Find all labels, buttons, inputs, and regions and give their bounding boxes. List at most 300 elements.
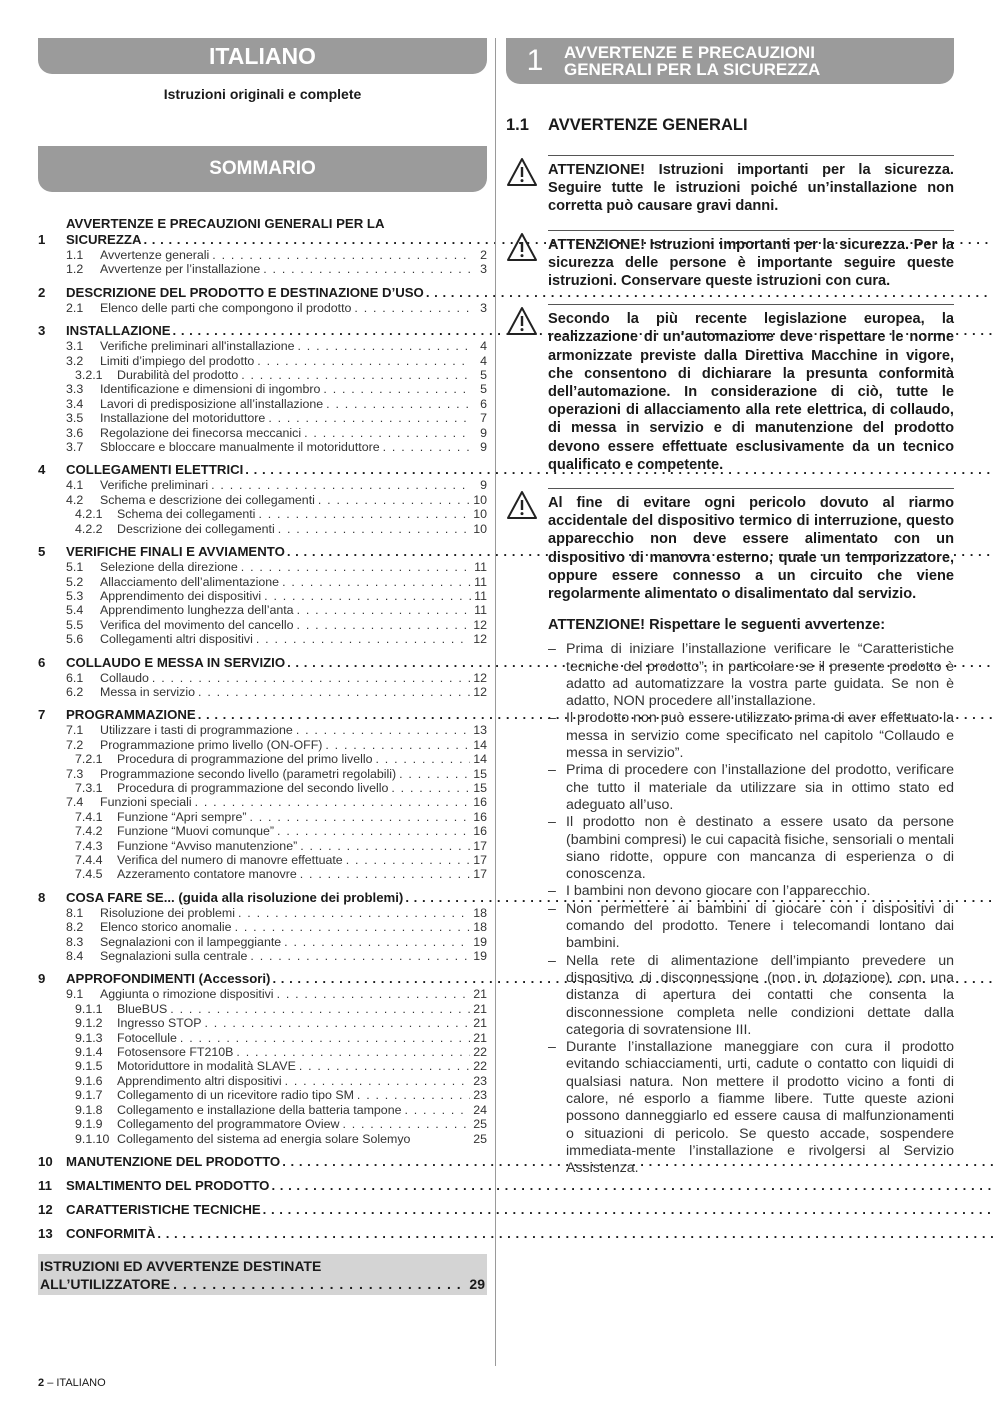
toc-section-title-cont: SICUREZZA: [66, 232, 142, 247]
toc-section-title: SMALTIMENTO DEL PRODOTTO: [66, 1177, 270, 1193]
toc-subsection-number: 5.6: [66, 632, 84, 647]
toc-subsection[interactable]: [38, 906, 487, 920]
toc-subsection[interactable]: [38, 522, 487, 536]
toc-subsection[interactable]: [38, 354, 487, 368]
toc-subsection-page: 9: [480, 425, 487, 440]
toc-subsection-number: 1.1: [66, 248, 84, 262]
toc-section-title: MANUTENZIONE DEL PRODOTTO: [66, 1153, 281, 1169]
toc-subsection-number: 5.4: [66, 603, 84, 618]
toc-subsection[interactable]: [38, 248, 487, 262]
toc-section[interactable]: [38, 323, 487, 339]
toc-leader: [263, 1202, 993, 1218]
toc-subsection-title: Collegamento e installazione della batteria tampone: [117, 1102, 402, 1117]
toc-subsection-page: 23: [473, 1073, 487, 1088]
toc-subsection[interactable]: [38, 671, 487, 685]
list-item: – Il prodotto non può essere utilizzato prima di aver effettuato la messa in servizio come specificato nel capitolo “Collaudo e messa in servizio”.: [548, 710, 954, 762]
toc-subsection-number: 7.2.1: [75, 752, 103, 767]
toc-leader: [298, 339, 472, 353]
toc-subsection[interactable]: [38, 824, 487, 838]
toc-subsection[interactable]: [38, 987, 487, 1001]
toc-leader: [383, 440, 472, 454]
toc-section-number: 5: [38, 544, 46, 560]
section-number: 1.1: [506, 116, 529, 134]
toc-subsection-number: 7.1: [66, 723, 84, 738]
user-section-page: 29: [469, 1275, 485, 1292]
toc-subsection-title: Collaudo: [100, 670, 149, 685]
toc-subsection[interactable]: [38, 1016, 487, 1030]
toc-leader: [299, 1059, 470, 1073]
toc-subsection[interactable]: [38, 1059, 487, 1073]
toc-spacer: [38, 1170, 487, 1175]
toc-section-title: CONFORMITÀ: [66, 1225, 156, 1241]
toc-subsection-page: 6: [480, 396, 487, 411]
toc-subsection-page: 18: [473, 920, 487, 935]
toc-subsection[interactable]: [38, 1132, 487, 1146]
toc-leader: [357, 1088, 470, 1102]
toc-subsection-number: 9.1.3: [75, 1030, 103, 1045]
toc-spacer: [38, 963, 487, 968]
toc-subsection-page: 22: [473, 1059, 487, 1074]
toc-leader: [323, 382, 472, 396]
toc-leader: [173, 1275, 466, 1293]
toc-subsection[interactable]: [38, 632, 487, 646]
toc-leader: [296, 723, 470, 737]
toc-subsection-page: 15: [473, 766, 487, 781]
toc-subsection[interactable]: [38, 575, 487, 589]
toc-subsection[interactable]: [38, 382, 487, 396]
toc-subsection-title: Fotocellule: [117, 1030, 177, 1045]
user-instructions-entry[interactable]: [38, 1254, 487, 1295]
toc-leader: [152, 671, 470, 685]
user-section-line1: ISTRUZIONI ED AVVERTENZE DESTINATE: [40, 1257, 322, 1274]
toc-subsection-number: 3.2.1: [75, 368, 103, 383]
toc-subsection[interactable]: [38, 589, 487, 603]
toc-section-number: 13: [38, 1225, 53, 1241]
toc-section-number: 9: [38, 971, 46, 987]
toc-subsection-title: Schema e descrizione dei collegamenti: [100, 492, 315, 507]
toc-section-row: [66, 1202, 993, 1218]
user-section-line2: ALL’UTILIZZATORE: [40, 1275, 171, 1292]
toc-leader: [342, 1117, 470, 1131]
toc-subsection[interactable]: [38, 685, 487, 699]
toc-subsection-page: 19: [473, 949, 487, 964]
toc-subsection-title: Procedura di programmazione del primo livello: [117, 752, 373, 767]
toc-leader: [180, 1031, 470, 1045]
toc-subsection-page: 17: [473, 867, 487, 882]
language-banner: ITALIANO: [38, 38, 487, 74]
toc-subsection[interactable]: [38, 920, 487, 934]
toc-section[interactable]: [38, 1178, 487, 1194]
column-divider: [495, 38, 496, 1366]
section-heading: [506, 116, 954, 135]
toc-subsection[interactable]: [38, 262, 487, 276]
toc-subsection[interactable]: [38, 1002, 487, 1016]
toc-subsection-number: 5.3: [66, 588, 84, 603]
toc-section-number: 3: [38, 323, 46, 339]
left-column: [38, 38, 487, 1295]
toc-subsection-title: Motoriduttore in modalità SLAVE: [117, 1059, 296, 1074]
toc-subsection-number: 5.1: [66, 560, 84, 575]
toc-subsection[interactable]: [38, 493, 487, 507]
toc-subsection-number: 3.3: [66, 382, 84, 397]
toc-section-row: [66, 1226, 993, 1242]
toc-subsection-number: 1.2: [66, 262, 84, 277]
toc-subsection-page: 21: [473, 1030, 487, 1045]
toc-section-row: [66, 1178, 993, 1194]
toc-leader: [241, 560, 471, 574]
toc-section-title-block: [66, 1226, 993, 1242]
toc-subsection-number: 2.1: [66, 300, 84, 315]
warning-block: [506, 304, 954, 474]
toc-subsection-title: Risoluzione dei problemi: [100, 905, 235, 920]
toc-subsection-page: 13: [473, 723, 487, 738]
toc-subsection-title: Verifiche preliminari all'installazione: [100, 339, 295, 354]
toc-subsection-number: 3.2: [66, 353, 84, 368]
toc-subsection-page: 9: [480, 440, 487, 455]
toc-subsection-page: 2: [480, 248, 487, 262]
toc-subsection-title: Verifica del movimento del cancello: [100, 617, 294, 632]
toc-subsection-title: Sbloccare e bloccare manualmente il motoriduttore: [100, 440, 380, 455]
toc-leader: [297, 618, 471, 632]
toc-subsection[interactable]: [38, 781, 487, 795]
toc-subsection-title: Elenco storico anomalie: [100, 920, 232, 935]
toc-spacer: [38, 454, 487, 459]
toc-spacer: [38, 1218, 487, 1223]
toc-leader: [258, 507, 470, 521]
toc-subsection[interactable]: [38, 867, 487, 881]
toc-section-title: DESCRIZIONE DEL PRODOTTO E DESTINAZIONE D’USO: [66, 284, 424, 300]
toc-subsection-title: Verifiche preliminari: [100, 478, 209, 493]
toc-section-number: 6: [38, 654, 46, 670]
toc-subsection[interactable]: [38, 1031, 487, 1045]
list-item: – Nella rete di alimentazione dell’impianto prevedere un dispositivo di disconnessione (non in dotazione) con una distanza di apertura dei contatti che consenta la disconnessione completa nelle condizioni dettate dalla categoria di sovratensione III.: [548, 953, 954, 1039]
toc-subsection-title: Programmazione primo livello (ON-OFF): [100, 737, 323, 752]
warning-block: [506, 155, 954, 216]
toc-subsection-title: Collegamento del sistema ad energia solare Solemyo: [117, 1131, 411, 1146]
toc-subsection-number: 3.6: [66, 425, 84, 440]
toc-leader: [404, 1103, 470, 1117]
toc-leader: [300, 839, 470, 853]
toc-subsection-number: 4.1: [66, 478, 84, 493]
toc-subsection-title: Lavori di predisposizione all’installazione: [100, 396, 324, 411]
toc-leader: [249, 810, 470, 824]
toc-leader: [391, 781, 470, 795]
sommario-banner: SOMMARIO: [38, 146, 487, 192]
table-of-contents: [38, 216, 487, 1242]
toc-section-number: 8: [38, 889, 46, 905]
toc-subsection-title: Programmazione secondo livello (parametri regolabili): [100, 766, 397, 781]
toc-section-number: 4: [38, 462, 46, 478]
toc-section-title: VERIFICHE FINALI E AVVIAMENTO: [66, 544, 285, 560]
toc-subsection-page: 12: [473, 632, 487, 647]
toc-subsection-number: 9.1.10: [75, 1131, 110, 1146]
toc-subsection-title: Avvertenze per l’installazione: [100, 262, 261, 277]
toc-subsection-page: 3: [480, 300, 487, 315]
toc-section[interactable]: [38, 707, 487, 723]
toc-leader: [264, 589, 471, 603]
toc-subsection-page: 9: [480, 478, 487, 493]
chapter-title-line2: GENERALI PER LA SICUREZZA: [564, 60, 821, 79]
toc-section-number: 7: [38, 707, 46, 723]
toc-subsection-title: Funzione “Muovi comunque”: [117, 824, 275, 839]
toc-subsection-title: Apprendimento altri dispositivi: [117, 1073, 282, 1088]
toc-leader: [157, 1226, 993, 1242]
toc-leader: [277, 824, 470, 838]
list-item: – Non permettere ai bambini di giocare con i dispositivi di comando del prodotto. Tenere i telecomandi lontano dai bambini.: [548, 901, 954, 953]
toc-subsection-page: 3: [480, 262, 487, 277]
toc-subsection-number: 7.4: [66, 795, 84, 810]
toc-leader: [346, 853, 471, 867]
toc-leader: [241, 368, 472, 382]
toc-subsection[interactable]: [38, 738, 487, 752]
toc-subsection[interactable]: [38, 507, 487, 521]
toc-subsection-number: 7.4.4: [75, 853, 103, 867]
toc-subsection-page: 5: [480, 382, 487, 397]
toc-leader: [235, 920, 471, 934]
toc-leader: [278, 522, 470, 536]
toc-subsection[interactable]: [38, 618, 487, 632]
toc-subsection-number: 9.1: [66, 987, 84, 1002]
warning-block: [506, 230, 954, 291]
toc-subsection-page: 21: [473, 1001, 487, 1016]
toc-leader: [399, 767, 470, 781]
toc-subsection-page: 4: [480, 339, 487, 354]
toc-subsection-title: Procedura di programmazione del secondo livello: [117, 780, 389, 795]
toc-subsection[interactable]: [38, 1088, 487, 1102]
toc-leader: [297, 603, 472, 617]
toc-leader: [268, 411, 472, 425]
toc-section[interactable]: [38, 216, 487, 248]
toc-subsection[interactable]: [38, 949, 487, 963]
footer-label: – ITALIANO: [47, 1377, 106, 1389]
toc-subsection[interactable]: [38, 440, 487, 454]
toc-subsection-title: Schema dei collegamenti: [117, 507, 256, 522]
toc-subsection-page: 12: [473, 670, 487, 685]
toc-subsection[interactable]: [38, 478, 487, 492]
toc-section-title: COLLAUDO E MESSA IN SERVIZIO: [66, 654, 286, 670]
toc-subsection[interactable]: [38, 560, 487, 574]
toc-subsection-page: 17: [473, 838, 487, 853]
toc-subsection[interactable]: [38, 1103, 487, 1117]
toc-subsection-page: 19: [473, 934, 487, 949]
toc-section[interactable]: [38, 285, 487, 301]
toc-subsection[interactable]: [38, 411, 487, 425]
list-item: – Prima di procedere con l’installazione del prodotto, verificare che tutto il materiale da utilizzare sia in ottimo stato ed adeguato all’uso.: [548, 762, 954, 814]
warning-list: [548, 641, 954, 1177]
toc-subsection-title: Messa in servizio: [100, 684, 196, 699]
toc-subsection[interactable]: [38, 1117, 487, 1131]
toc-spacer: [38, 882, 487, 887]
toc-leader: [300, 867, 470, 881]
toc-subsection-page: 12: [473, 684, 487, 699]
toc-subsection-title: Apprendimento dei dispositivi: [100, 588, 262, 603]
page-number: 2: [38, 1377, 45, 1389]
toc-subsection-title: Funzioni speciali: [100, 795, 192, 810]
toc-leader: [354, 301, 472, 315]
toc-section[interactable]: [38, 1202, 487, 1218]
toc-subsection-number: 3.5: [66, 411, 84, 426]
toc-subsection-page: 5: [480, 368, 487, 383]
toc-section-title-block: [66, 1202, 993, 1218]
toc-subsection-title: Avvertenze generali: [100, 248, 210, 262]
toc-leader: [256, 632, 470, 646]
warning-block: [506, 488, 954, 603]
toc-subsection-title: Descrizione dei collegamenti: [117, 521, 275, 536]
toc-section-number: 12: [38, 1201, 53, 1217]
toc-leader: [257, 354, 472, 368]
toc-subsection-number: 3.7: [66, 440, 84, 455]
toc-subsection-number: 9.1.9: [75, 1117, 103, 1132]
toc-subsection-page: 21: [473, 987, 487, 1002]
toc-subsection-title: Installazione del motoriduttore: [100, 411, 266, 426]
toc-subsection-page: 10: [473, 521, 487, 536]
toc-subsection-number: 7.4.1: [75, 809, 103, 824]
toc-subsection[interactable]: [38, 795, 487, 809]
toc-subsection-title: Azzeramento contatore manovre: [117, 867, 297, 882]
toc-leader: [271, 1178, 993, 1194]
warning-text: Secondo la più recente legislazione europea, la realizzazione di un’automazione deve rispettare le norme armonizzate previste dalla Direttiva Macchine in vigore, che consentono di dichiarare la presunta conformità dell’automazione. In considerazione di ciò, tutte le operazioni di allacciamento alla rete elettrica, di collaudo, di messa in servizio e di manutenzione del prodotto devono essere effettuate esclusivamente da un tecnico qualificato e competente.: [548, 304, 954, 474]
toc-subsection-title: Regolazione dei finecorsa meccanici: [100, 425, 302, 440]
list-item: – Il prodotto non è destinato a essere usato da persone (bambini compresi) le cui capacità fisiche, sensoriali o mentali siano ridotte, oppure con mancanza di esperienza o di conoscenza.: [548, 814, 954, 883]
toc-subsection[interactable]: [38, 767, 487, 781]
toc-subsection-number: 9.1.6: [75, 1073, 103, 1088]
toc-subsection-page: 25: [473, 1117, 487, 1132]
toc-leader: [318, 493, 470, 507]
toc-subsection-page: 16: [473, 809, 487, 824]
toc-subsection-number: 6.1: [66, 670, 84, 685]
toc-subsection-number: 5.2: [66, 574, 84, 589]
toc-leader: [170, 1002, 470, 1016]
toc-leader: [277, 987, 471, 1001]
toc-leader: [284, 935, 470, 949]
toc-subsection[interactable]: [38, 839, 487, 853]
warning-text: Al fine di evitare ogni pericolo dovuto al riarmo accidentale del dispositivo termico di interruzione, questo apparecchio non deve essere alimentato con un dispositivo di manovra esterno, quale un temporizzatore, oppure essere connesso a un circuito che viene regolarmente alimentato o disalimentato dal servizio.: [548, 488, 954, 603]
toc-spacer: [38, 1194, 487, 1199]
toc-subsection-title: Collegamento di un ricevitore radio tipo SM: [117, 1088, 354, 1103]
toc-subsection-page: 12: [473, 617, 487, 632]
toc-leader: [326, 397, 472, 411]
toc-subsection-page: 11: [474, 560, 487, 575]
toc-subsection-page: 16: [473, 824, 487, 839]
toc-subsection-number: 9.1.7: [75, 1088, 103, 1103]
toc-subsection-number: 3.4: [66, 396, 84, 411]
toc-subsection-page: 10: [473, 507, 487, 522]
toc-subsection[interactable]: [38, 368, 487, 382]
toc-leader: [376, 752, 471, 766]
toc-subsection-title: Collegamenti altri dispositivi: [100, 632, 253, 647]
toc-subsection-number: 7.4.5: [75, 867, 103, 882]
toc-subsection-page: 24: [473, 1102, 487, 1117]
toc-section[interactable]: [38, 890, 487, 906]
toc-subsection-title: Ingresso STOP: [117, 1016, 202, 1031]
toc-spacer: [38, 699, 487, 704]
toc-subsection-title: Identificazione e dimensioni di ingombro: [100, 382, 321, 397]
chapter-title-line1: AVVERTENZE E PRECAUZIONI: [564, 43, 815, 62]
toc-subsection-title: Limiti d’impiego del prodotto: [100, 353, 255, 368]
toc-section-title: PROGRAMMAZIONE: [66, 707, 196, 723]
list-item: – Prima di iniziare l’installazione verificare le “Caratteristiche tecniche del prodotto”, in particolare se il presente prodotto è adatto ad automatizzare la vostra parte guidata. Se non è adatto, NON procedere all’installazione.: [548, 641, 954, 710]
warning-text: ATTENZIONE! Istruzioni importanti per la sicurezza. Per la sicurezza delle persone è importante seguire queste istruzioni. Conservare queste istruzioni con cura.: [548, 230, 954, 291]
toc-section[interactable]: [38, 655, 487, 671]
toc-subsection-title: Collegamento del programmatore Oview: [117, 1117, 340, 1132]
toc-leader: [236, 1045, 470, 1059]
toc-leader: [285, 1074, 471, 1088]
toc-subsection-number: 4.2.2: [75, 521, 103, 536]
toc-subsection-number: 4.2.1: [75, 507, 103, 522]
toc-section-number: 11: [38, 1177, 52, 1193]
right-column: [506, 38, 954, 1177]
toc-subsection-page: 14: [473, 752, 487, 767]
toc-leader: [325, 738, 470, 752]
toc-subsection-title: Aggiunta o rimozione dispositivi: [100, 987, 274, 1002]
toc-subsection-page: 11: [474, 588, 487, 603]
toc-section[interactable]: [38, 462, 487, 478]
toc-subsection-title: Funzione “Avviso manutenzione”: [117, 838, 298, 853]
chapter-banner: [506, 38, 954, 84]
toc-subsection[interactable]: [38, 1045, 487, 1059]
subtitle: Istruzioni originali e complete: [163, 86, 362, 102]
toc-subsection-number: 8.2: [66, 920, 84, 935]
toc-subsection-page: 25: [473, 1131, 487, 1146]
toc-subsection-title: Funzione “Apri sempre”: [117, 809, 247, 824]
toc-subsection-number: 7.3.1: [75, 780, 103, 795]
toc-subsection-page: 15: [473, 780, 487, 795]
toc-section-title: CARATTERISTICHE TECNICHE: [66, 1201, 261, 1217]
toc-section[interactable]: [38, 1226, 487, 1242]
toc-subsection-number: 7.3: [66, 766, 84, 781]
toc-subsection[interactable]: [38, 603, 487, 617]
toc-subsection-number: 8.1: [66, 905, 84, 920]
warning-icon: [506, 155, 548, 216]
toc-subsection[interactable]: [38, 853, 487, 867]
toc-section-title: COLLEGAMENTI ELETTRICI: [66, 462, 244, 478]
toc-subsection[interactable]: [38, 1074, 487, 1088]
toc-section[interactable]: [38, 544, 487, 560]
toc-subsection-page: 18: [473, 905, 487, 920]
toc-subsection-title: Segnalazioni sulla centrale: [100, 949, 248, 964]
toc-subsection-number: 9.1.5: [75, 1059, 103, 1074]
list-item: – Durante l’installazione maneggiare con cura il prodotto evitando schiacciamenti, urti, cadute o contatto con liquidi di qualsiasi natura. Non mettere il prodotto vicino a fonti di calore, né esporlo a fiamme libere. Tutte queste azioni possono danneggiarlo ed essere causa di malfunzionamenti o situazioni di pericolo. Se questo accade, sospendere immediata-mente l’installazione e rivolgersi al Servizio Assistenza.: [548, 1039, 954, 1177]
toc-subsection[interactable]: [38, 935, 487, 949]
toc-leader: [250, 949, 470, 963]
toc-subsection-title: Utilizzare i tasti di programmazione: [100, 723, 293, 738]
toc-section-number: 1: [38, 232, 46, 247]
warning-text: ATTENZIONE! Istruzioni importanti per la sicurezza. Seguire tutte le istruzioni poiché un’installazione non corretta può causare gravi danni.: [548, 155, 954, 216]
toc-leader: [282, 575, 471, 589]
toc-subsection-page: 10: [473, 492, 487, 507]
toc-subsection-title: Allacciamento dell’alimentazione: [100, 574, 280, 589]
warning-icon: [506, 304, 548, 474]
toc-subsection[interactable]: [38, 339, 487, 353]
toc-subsection[interactable]: [38, 723, 487, 737]
toc-subsection[interactable]: [38, 810, 487, 824]
toc-subsection[interactable]: [38, 397, 487, 411]
toc-leader: [195, 795, 471, 809]
toc-subsection-number: 7.2: [66, 737, 84, 752]
toc-subsection-number: 9.1.1: [75, 1001, 103, 1016]
toc-subsection-title: Elenco delle parti che compongono il prodotto: [100, 300, 352, 315]
toc-subsection-number: 8.3: [66, 934, 84, 949]
toc-section[interactable]: [38, 1154, 487, 1170]
toc-section[interactable]: [38, 971, 487, 987]
toc-subsection-page: 17: [473, 853, 487, 867]
toc-subsection[interactable]: [38, 752, 487, 766]
toc-subsection[interactable]: [38, 426, 487, 440]
toc-subsection[interactable]: [38, 301, 487, 315]
toc-leader: [212, 248, 472, 262]
toc-section-number: 2: [38, 284, 46, 300]
toc-leader: [198, 685, 470, 699]
